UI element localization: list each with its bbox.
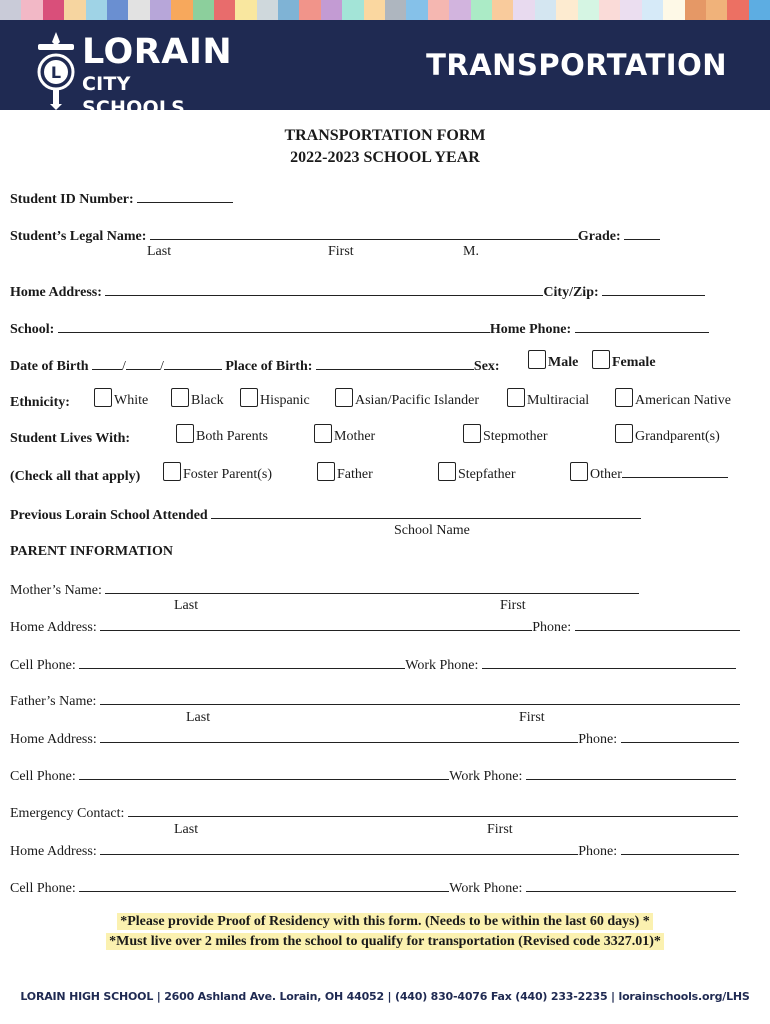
legal-first-caption: First [328, 244, 354, 259]
phone-label: Phone: [578, 844, 618, 859]
student-id-label: Student ID Number: [10, 192, 134, 207]
dob-slash: / [122, 359, 126, 374]
city-zip-label: City/Zip: [543, 285, 599, 300]
home-address-label: Home Address: [10, 620, 97, 635]
lives-with-other[interactable] [570, 462, 728, 485]
option-label: Foster Parent(s) [183, 467, 273, 482]
mother-cell-row [10, 655, 736, 675]
option-label: Asian/Pacific Islander [355, 393, 480, 408]
emergency-address-row [10, 841, 739, 861]
stripe-segment [150, 0, 171, 20]
stripe-segment [513, 0, 534, 20]
father-first-caption: First [519, 710, 545, 725]
mother-cell-field[interactable] [79, 655, 405, 669]
father-last-caption: Last [186, 710, 211, 725]
ethnicity-option-white[interactable] [94, 388, 148, 411]
banner-title: TRANSPORTATION [426, 48, 727, 82]
ethnicity-option-black[interactable] [171, 388, 224, 411]
option-label: Stepfather [458, 467, 516, 482]
lives-with-foster-parents[interactable] [163, 462, 272, 485]
shield-sword-icon [34, 30, 78, 110]
parent-info-heading: PARENT INFORMATION [10, 544, 173, 559]
checkbox[interactable] [171, 388, 189, 407]
logo-subtitle: CITY SCHOOLS [82, 73, 186, 119]
lives-with-both-parents[interactable] [176, 424, 268, 447]
stripe-segment [43, 0, 64, 20]
emergency-last-caption: Last [174, 822, 199, 837]
checkbox[interactable] [176, 424, 194, 443]
checkbox[interactable] [592, 350, 610, 369]
lives-with-mother[interactable] [314, 424, 375, 447]
lives-with-label: Student Lives With: [10, 431, 131, 446]
logo-wordmark: LORAIN [82, 32, 233, 72]
stripe-segment [128, 0, 149, 20]
home-address-label: Home Address: [10, 732, 97, 747]
form-year: 2022-2023 SCHOOL YEAR [290, 149, 480, 166]
emergency-first-caption: First [487, 822, 513, 837]
stripe-segment [86, 0, 107, 20]
checkbox[interactable] [528, 350, 546, 369]
legal-name-field[interactable] [150, 226, 578, 240]
home-phone-label: Home Phone: [489, 322, 572, 337]
stripe-segment [749, 0, 770, 20]
emergency-contact-field[interactable] [128, 803, 738, 817]
dob-label: Date of Birth [10, 359, 89, 374]
stripe-segment [428, 0, 449, 20]
dob-year-field[interactable] [164, 356, 222, 370]
student-id-field[interactable] [137, 189, 233, 203]
stripe-segment [406, 0, 427, 20]
checkbox[interactable] [438, 462, 456, 481]
option-label: Other [590, 467, 622, 482]
ethnicity-option-hispanic[interactable] [240, 388, 310, 411]
home-address-row [10, 282, 705, 302]
distance-notice-text: *Must live over 2 miles from the school to qualify for transportation (Revised code 3327.01)* [106, 933, 664, 950]
previous-school-row [10, 505, 641, 525]
dob-day-field[interactable] [126, 356, 160, 370]
stripe-segment [578, 0, 599, 20]
color-stripe [0, 0, 770, 20]
stripe-segment [706, 0, 727, 20]
mothers-name-label: Mother’s Name: [10, 583, 102, 598]
school-name-caption: School Name [394, 523, 470, 538]
stripe-segment [193, 0, 214, 20]
school-field[interactable] [58, 319, 490, 333]
sex-option-female[interactable] [592, 350, 656, 373]
emergency-contact-row [10, 803, 738, 823]
stripe-segment [556, 0, 577, 20]
legal-name-label: Student’s Legal Name: [10, 229, 147, 244]
grade-label: Grade: [577, 229, 621, 244]
work-phone-label: Work Phone: [405, 658, 479, 673]
stripe-segment [642, 0, 663, 20]
ethnicity-option-multiracial[interactable] [507, 388, 589, 411]
stripe-segment [257, 0, 278, 20]
other-field[interactable] [622, 464, 728, 478]
fathers-name-row [10, 691, 740, 711]
sex-label: Sex: [473, 359, 500, 374]
district-logo [34, 30, 234, 119]
stripe-segment [385, 0, 406, 20]
emergency-contact-label: Emergency Contact: [10, 806, 125, 821]
lives-with-stepfather[interactable] [438, 462, 516, 485]
dob-row [10, 356, 500, 376]
student-id-row [10, 189, 233, 209]
form-title: TRANSPORTATION FORM [284, 127, 486, 144]
work-phone-label: Work Phone: [449, 881, 523, 896]
checkbox[interactable] [615, 388, 633, 407]
stripe-segment [535, 0, 556, 20]
stripe-segment [599, 0, 620, 20]
stripe-segment [107, 0, 128, 20]
stripe-segment [171, 0, 192, 20]
stripe-segment [727, 0, 748, 20]
legal-last-caption: Last [147, 244, 172, 259]
city-zip-field[interactable] [602, 282, 705, 296]
checkbox[interactable] [314, 424, 332, 443]
option-label: Both Parents [196, 429, 268, 444]
stripe-segment [663, 0, 684, 20]
sex-option-male[interactable] [528, 350, 578, 373]
lives-with-stepmother[interactable] [463, 424, 548, 447]
stripe-segment [0, 0, 21, 20]
stripe-segment [321, 0, 342, 20]
distance-notice [0, 934, 770, 950]
option-label: Father [337, 467, 373, 482]
footer-contact: LORAIN HIGH SCHOOL | 2600 Ashland Ave. Lorain, OH 44052 | (440) 830-4076 Fax (440) 233-2235 | lorainschools.org/LHS [20, 990, 750, 1003]
checkbox[interactable] [240, 388, 258, 407]
stripe-segment [364, 0, 385, 20]
check-all-label: (Check all that apply) [10, 469, 141, 484]
emergency-address-field[interactable] [100, 841, 578, 855]
work-phone-label: Work Phone: [449, 769, 523, 784]
checkbox[interactable] [463, 424, 481, 443]
home-address-field[interactable] [105, 282, 543, 296]
option-label: Mother [334, 429, 376, 444]
option-label: American Native [635, 393, 732, 408]
home-phone-field[interactable] [575, 319, 709, 333]
cell-phone-label: Cell Phone: [10, 769, 76, 784]
stripe-segment [299, 0, 320, 20]
ethnicity-label: Ethnicity: [10, 395, 70, 410]
stripe-segment [214, 0, 235, 20]
stripe-segment [685, 0, 706, 20]
residency-notice [0, 914, 770, 930]
emergency-cell-row [10, 878, 736, 898]
option-label: Male [548, 355, 579, 370]
father-phone-field[interactable] [621, 729, 739, 743]
stripe-segment [64, 0, 85, 20]
option-label: Hispanic [260, 393, 310, 408]
mothers-name-field[interactable] [105, 580, 639, 594]
checkbox[interactable] [615, 424, 633, 443]
grade-field[interactable] [624, 226, 660, 240]
school-label: School: [10, 322, 55, 337]
header-banner [0, 20, 770, 119]
ethnicity-option-asian-pacific[interactable] [335, 388, 479, 411]
option-label: Black [191, 393, 224, 408]
previous-school-field[interactable] [211, 505, 641, 519]
option-label: Grandparent(s) [635, 429, 720, 444]
school-row [10, 319, 709, 339]
mothers-name-row [10, 580, 639, 600]
father-address-row [10, 729, 739, 749]
mother-last-caption: Last [174, 598, 199, 613]
mother-address-row [10, 617, 740, 637]
legal-mi-caption: M. [463, 244, 479, 259]
stripe-segment [492, 0, 513, 20]
previous-school-label: Previous Lorain School Attended [10, 508, 208, 523]
fathers-name-label: Father’s Name: [10, 694, 97, 709]
cell-phone-label: Cell Phone: [10, 881, 76, 896]
mother-first-caption: First [500, 598, 526, 613]
emergency-cell-field[interactable] [79, 878, 449, 892]
father-address-field[interactable] [100, 729, 578, 743]
checkbox[interactable] [94, 388, 112, 407]
place-of-birth-field[interactable] [316, 356, 474, 370]
checkbox[interactable] [163, 462, 181, 481]
mother-phone-field[interactable] [575, 617, 740, 631]
emergency-work-field[interactable] [526, 878, 736, 892]
logo-letter: L [50, 63, 62, 82]
place-of-birth-label: Place of Birth: [225, 359, 313, 374]
stripe-segment [21, 0, 42, 20]
checkbox[interactable] [335, 388, 353, 407]
checkbox[interactable] [317, 462, 335, 481]
cell-phone-label: Cell Phone: [10, 658, 76, 673]
mother-address-field[interactable] [100, 617, 532, 631]
stripe-segment [342, 0, 363, 20]
option-label: Female [612, 355, 656, 370]
stripe-segment [620, 0, 641, 20]
lives-with-father[interactable] [317, 462, 373, 485]
stripe-segment [278, 0, 299, 20]
father-cell-row [10, 766, 736, 786]
stripe-segment [235, 0, 256, 20]
dob-month-field[interactable] [92, 356, 122, 370]
option-label: Multiracial [527, 393, 590, 408]
home-address-label: Home Address: [10, 285, 102, 300]
legal-name-row [10, 226, 660, 246]
phone-label: Phone: [532, 620, 572, 635]
option-label: Stepmother [483, 429, 548, 444]
option-label: White [114, 393, 149, 408]
phone-label: Phone: [578, 732, 618, 747]
home-address-label: Home Address: [10, 844, 97, 859]
checkbox[interactable] [507, 388, 525, 407]
father-work-field[interactable] [526, 766, 736, 780]
ethnicity-option-american-native[interactable] [615, 388, 731, 411]
mother-work-field[interactable] [482, 655, 736, 669]
residency-notice-text: *Please provide Proof of Residency with this form. (Needs to be within the last 60 days) * [117, 913, 653, 930]
father-cell-field[interactable] [79, 766, 449, 780]
dob-slash: / [159, 359, 164, 374]
checkbox[interactable] [570, 462, 588, 481]
emergency-phone-field[interactable] [621, 841, 739, 855]
fathers-name-field[interactable] [100, 691, 740, 705]
lives-with-grandparents[interactable] [615, 424, 720, 447]
stripe-segment [471, 0, 492, 20]
stripe-segment [449, 0, 470, 20]
